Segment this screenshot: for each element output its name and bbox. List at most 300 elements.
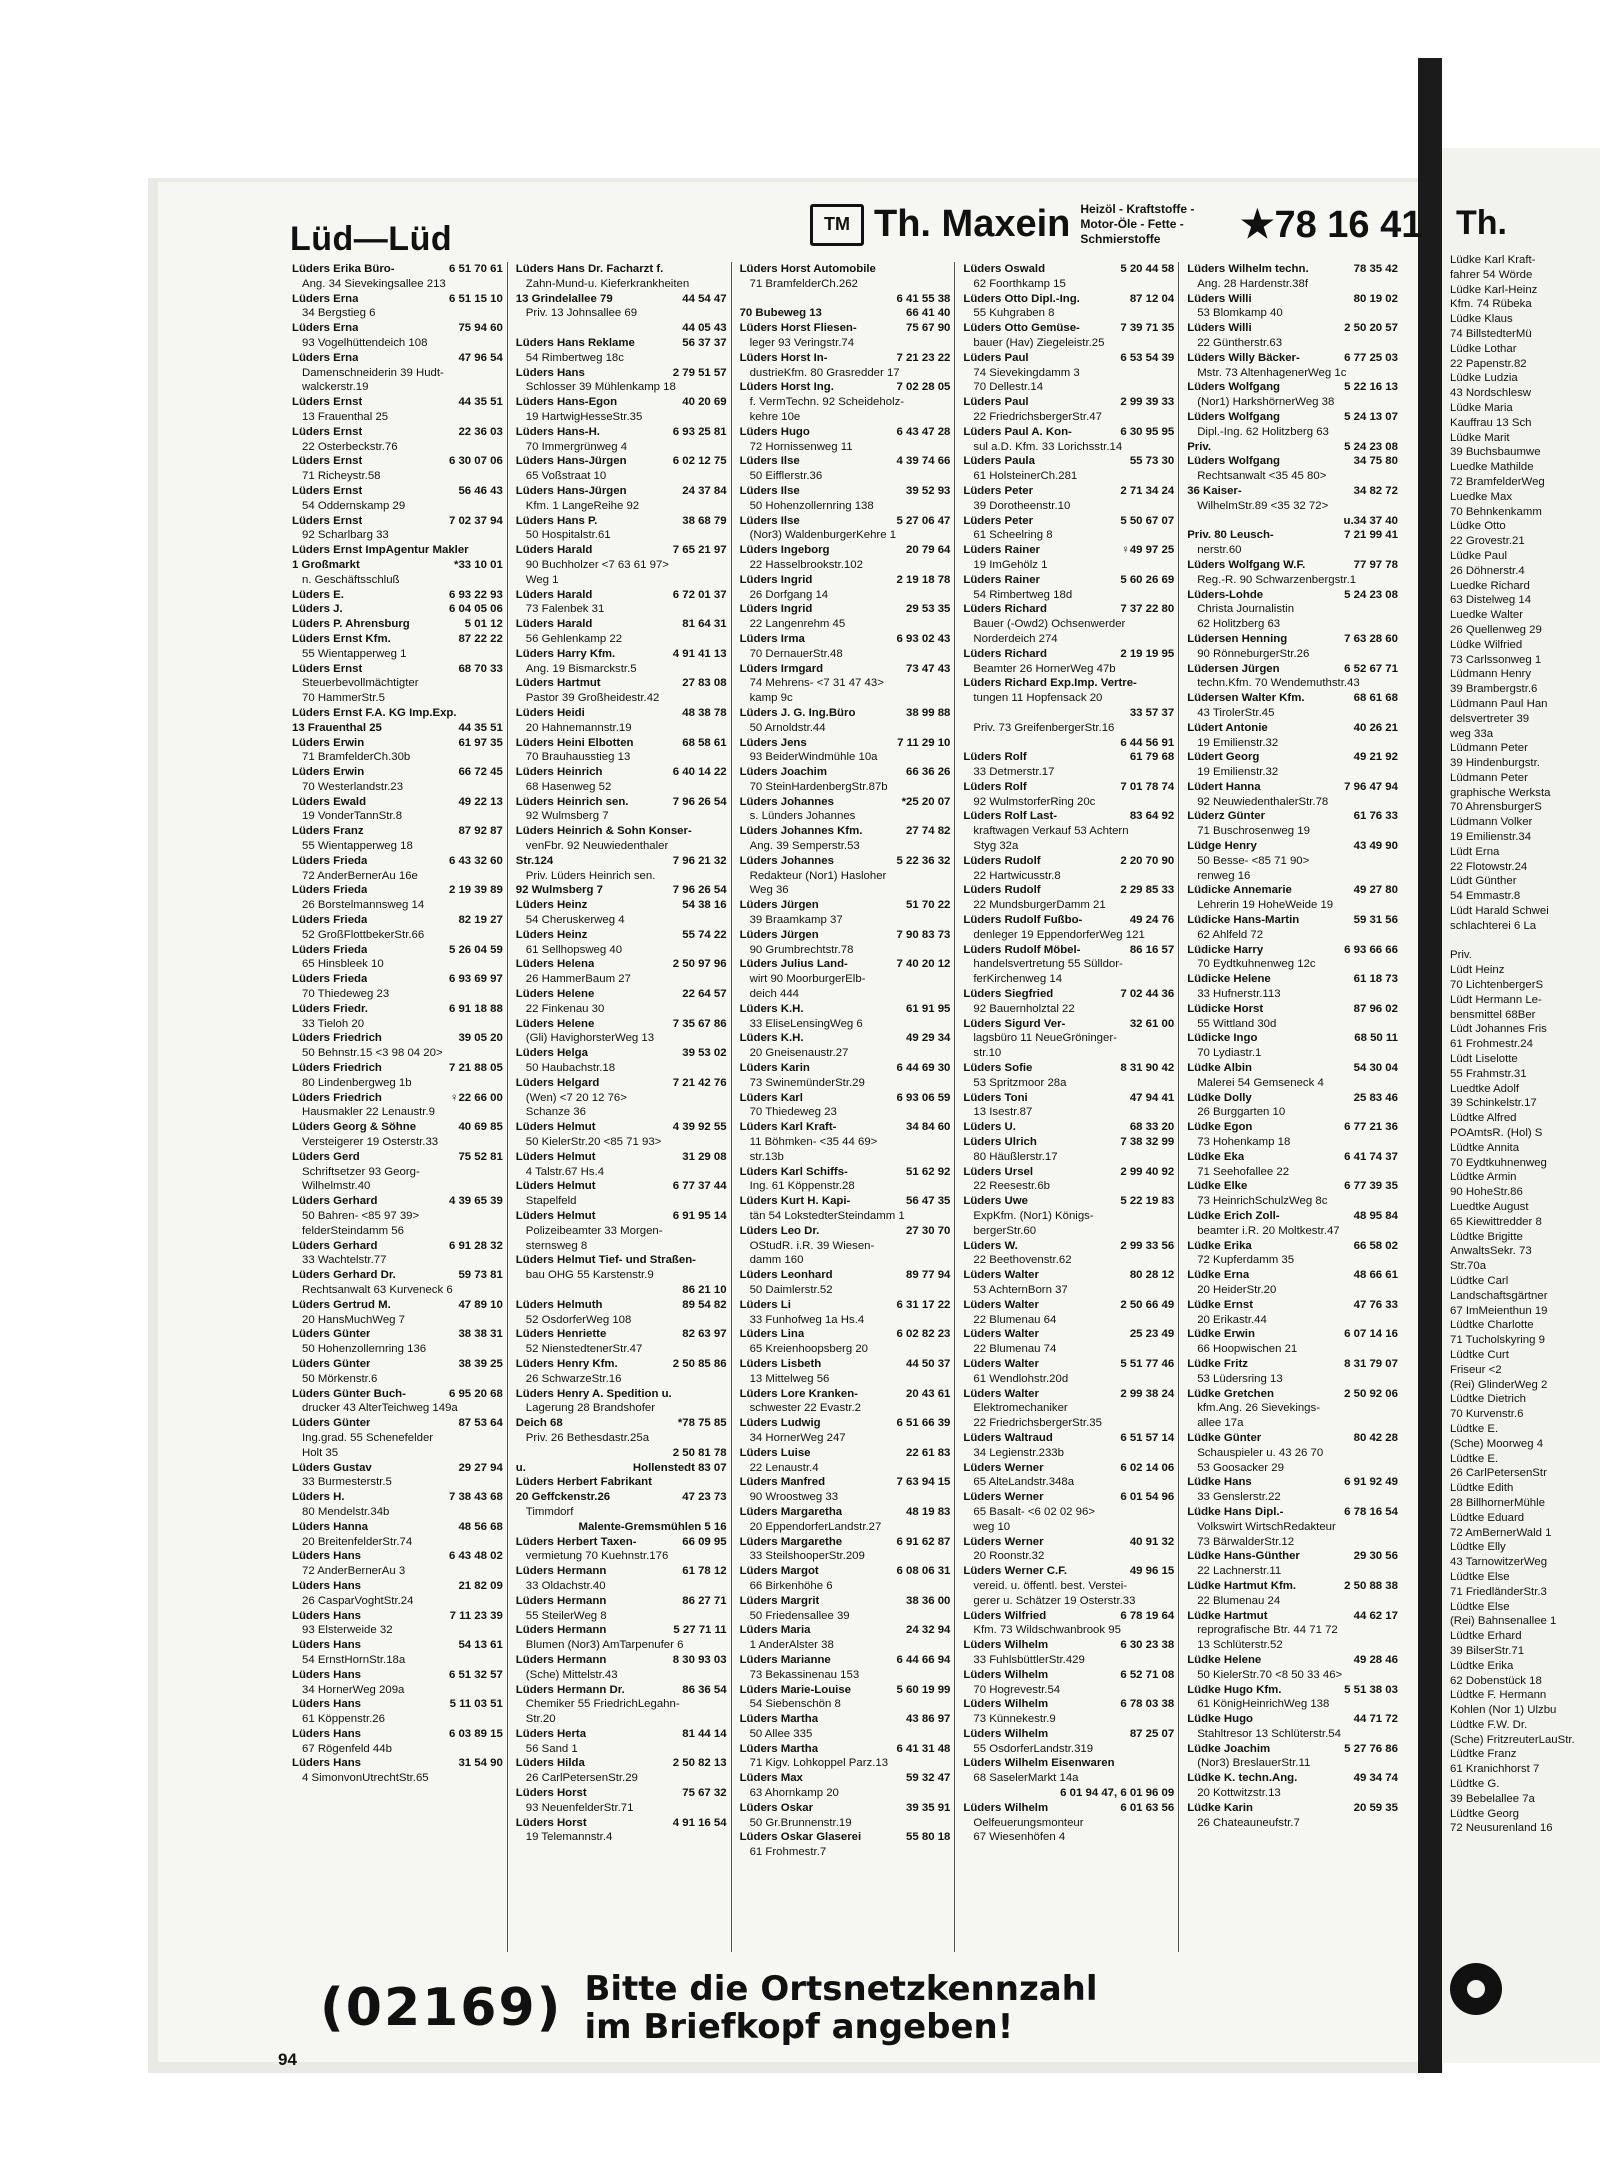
listing-address: beamter i.R. 20 Moltkestr.47 — [1197, 1224, 1340, 1237]
listing-address: Pastor 39 Großheidestr.42 — [525, 692, 660, 705]
listing-phone: 2 19 39 89 — [448, 884, 503, 897]
next-page-line: Lüdmann Peter — [1450, 742, 1528, 755]
listing-name: Lüders Waltraud — [963, 1431, 1053, 1444]
listing-name: Lüders Hans-Jürgen — [515, 455, 627, 468]
listing-entry — [740, 1120, 951, 1135]
listing-address: 22 Reesestr.6b — [973, 1180, 1051, 1193]
listing-address: 71 BramfelderCh.30b — [302, 751, 411, 764]
listing-name: Lüders Hermann — [515, 1653, 607, 1666]
listing-address: 39 Braamkamp 37 — [749, 914, 843, 927]
next-page-line: Lüdtke G. — [1450, 1778, 1500, 1791]
listing-entry — [516, 1623, 727, 1638]
listing-address: 54 Rimbertweg 18d — [973, 588, 1073, 601]
listing-address: sternsweg 8 — [525, 1239, 588, 1252]
listing-address: Styg 32a — [973, 840, 1019, 853]
listing-name: Lüders Kurt H. Kapi- — [739, 1195, 851, 1208]
next-page-line: 61 Kranichhorst 7 — [1450, 1763, 1540, 1776]
listing-address: 61 Sellhopsweg 40 — [525, 943, 623, 956]
listing-address: felderSteindamm 56 — [302, 1224, 404, 1237]
listing-phone: 59 73 81 — [458, 1269, 503, 1282]
listing-address: (Gli) HavighorsterWeg 13 — [525, 1032, 655, 1045]
listing-entry — [963, 1786, 1174, 1801]
listing-address: (Nor1) HarkshörnerWeg 38 — [1197, 396, 1335, 409]
next-page-line: 67 ImMeienthun 19 — [1450, 1304, 1548, 1317]
listing-name: Lüders Ilse — [739, 484, 800, 497]
listing-phone: 31 54 90 — [458, 1757, 503, 1770]
listing-phone: 54 13 61 — [458, 1639, 503, 1652]
listing-name: Lüders Heinrich & Sohn Konser- — [515, 825, 692, 838]
listing-phone: 7 39 71 35 — [1120, 322, 1175, 335]
listing-entry — [740, 1224, 951, 1239]
listing-phone: 6 52 71 08 — [1120, 1668, 1175, 1681]
next-page-line: 70 LichtenbergerS — [1450, 979, 1544, 992]
listing-name: Lüdert Hanna — [1187, 780, 1261, 793]
next-page-line: Lüdt Harald Schwei — [1450, 905, 1549, 918]
listing-address: 53 Spritzmoor 28a — [973, 1076, 1067, 1089]
listing-address: 71 Richeystr.58 — [302, 470, 381, 483]
listing-entry — [516, 647, 727, 662]
next-page-line: Lüdtke F. Hermann — [1450, 1689, 1547, 1702]
listing-name: Lüders Ernst — [292, 425, 363, 438]
listing-name: Lüders Frieda — [292, 973, 368, 986]
listing-name: Lüdke Egon — [1187, 1121, 1253, 1134]
next-page-line: Lüdtke E. — [1450, 1422, 1499, 1435]
listing-name: Lüders Helene — [515, 1017, 595, 1030]
listing-address: 92 WulmstorferRing 20c — [973, 795, 1096, 808]
listing-entry — [740, 1002, 951, 1017]
listing-phone: 38 99 88 — [906, 706, 951, 719]
listing-address: 22 Langenrehm 45 — [749, 618, 846, 631]
listing-phone: 7 63 94 15 — [896, 1476, 951, 1489]
listing-entry — [740, 795, 951, 810]
listing-name: Lüders Leo Dr. — [739, 1224, 820, 1237]
listing-entry — [740, 1194, 951, 1209]
listing-name: Lüders Wilfried — [963, 1609, 1047, 1622]
next-page-line: (Sche) FritzreuterLauStr. — [1450, 1733, 1575, 1746]
listing-address: Norderdeich 274 — [973, 632, 1058, 645]
next-page-line: Lüdtke Else — [1450, 1570, 1510, 1583]
listing-name: Lüders Frieda — [292, 943, 368, 956]
listing-address: Chemiker 55 FriedrichLegahn- — [525, 1698, 680, 1711]
next-page-line: 72 Neusurenland 16 — [1450, 1822, 1553, 1835]
listing-address: Damenschneiderin 39 Hudt- — [302, 366, 444, 379]
listing-address: Priv. 13 Johnsallee 69 — [525, 307, 638, 320]
listing-address: 19 HartwigHesseStr.35 — [525, 410, 643, 423]
listing-name: Lüders Karin — [739, 1062, 810, 1075]
listing-phone: 34 82 72 — [1353, 484, 1398, 497]
next-page-line: (Sche) Moorweg 4 — [1450, 1437, 1544, 1450]
listing-phone: 6 77 37 44 — [672, 1180, 727, 1193]
next-page-line: Landschaftsgärtner — [1450, 1289, 1548, 1302]
listing-name: Lüders Hans — [515, 366, 585, 379]
next-page-line: 39 Bebelallee 7a — [1450, 1792, 1535, 1805]
next-page-line: Lüdmann Paul Han — [1450, 697, 1548, 710]
listing-name: 13 Grindelallee 79 — [515, 292, 613, 305]
listing-entry — [963, 1387, 1174, 1402]
listing-entry — [963, 292, 1174, 307]
listing-entry — [516, 1564, 727, 1579]
listing-entry — [292, 484, 503, 499]
listing-entry — [963, 1609, 1174, 1624]
listing-name: Lüders Walter — [963, 1357, 1039, 1370]
listing-entry — [292, 1120, 503, 1135]
listing-name: Lüders Gustav — [292, 1461, 372, 1474]
listing-address: walckerstr.19 — [302, 381, 369, 394]
listing-entry — [516, 987, 727, 1002]
listing-address: 50 Mörkenstr.6 — [302, 1372, 378, 1385]
listing-name: Lüdicke Helene — [1187, 973, 1271, 986]
listing-address: 68 Hasenweg 52 — [525, 780, 612, 793]
listing-name: Lüdicke Harry — [1187, 943, 1264, 956]
listing-entry — [963, 1668, 1174, 1683]
listing-address: techn.Kfm. 70 Wendemuthstr.43 — [1197, 677, 1360, 690]
listing-address: 53 Lüdersring 13 — [1197, 1372, 1283, 1385]
listing-entry — [963, 1239, 1174, 1254]
listing-name: Lüders Hans — [292, 1639, 361, 1652]
listing-phone: 6 93 22 93 — [448, 588, 503, 601]
listing-phone: 33 57 37 — [1129, 706, 1175, 719]
listing-name: Lüders Lisbeth — [739, 1357, 822, 1370]
listing-phone: 51 70 22 — [906, 899, 951, 912]
brand-logo-icon: TM — [810, 204, 864, 246]
listing-entry — [963, 1357, 1174, 1372]
listing-name: Lüders Horst — [515, 1816, 587, 1829]
listing-name: Lüders Erwin — [292, 766, 365, 779]
listing-address: damm 160 — [749, 1254, 804, 1267]
listing-name: Lüders Helmut — [515, 1210, 596, 1222]
next-page-line: Lüdt Günther — [1450, 875, 1517, 888]
listing-name: Lüders Wolfgang — [1187, 381, 1280, 394]
listing-entry — [292, 854, 503, 869]
listing-phone: 44 35 51 — [458, 396, 503, 409]
listing-address: 54 Rimbertweg 18c — [525, 351, 624, 364]
listing-name: Lüders Wilhelm — [963, 1698, 1049, 1711]
listing-phone: 73 47 43 — [906, 662, 951, 675]
next-page-line: 70 AhrensburgerS — [1450, 801, 1542, 814]
listing-phone: 51 62 92 — [906, 1165, 951, 1178]
listing-name: Lüders Erna — [292, 292, 359, 305]
listing-address: Beamter 26 HornerWeg 47b — [973, 662, 1116, 675]
listing-entry — [516, 706, 727, 721]
listing-entry — [963, 1091, 1174, 1106]
listing-phone: 6 02 82 23 — [896, 1328, 951, 1341]
listing-phone: 6 53 54 39 — [1120, 351, 1175, 364]
listing-phone: 47 76 33 — [1353, 1298, 1398, 1311]
listing-phone: 6 44 69 30 — [896, 1062, 951, 1075]
listing-name: Lüders Ernst — [292, 396, 363, 409]
next-page-line: 26 Döhnerstr.4 — [1450, 564, 1525, 577]
listing-entry — [963, 676, 1174, 691]
listing-name: Lüders Gerhard — [292, 1239, 378, 1252]
listing-address: Ing.grad. 55 Schenefelder — [302, 1431, 434, 1444]
listing-name: Lüdke Albin — [1187, 1062, 1252, 1075]
next-page-listing — [1442, 253, 1600, 1836]
listing-name: Lüders Rainer — [963, 544, 1040, 557]
listing-name: 92 Wulmsberg 7 — [515, 884, 603, 897]
listing-address: 33 SteilshooperStr.209 — [749, 1550, 865, 1563]
listing-name: Lüders Hugo — [739, 425, 810, 438]
listing-address: 70 SteinHardenbergStr.87b — [749, 780, 888, 793]
listing-phone: 89 54 82 — [682, 1298, 727, 1311]
next-page-line: Lüdke Ludzia — [1450, 372, 1518, 385]
next-page-line: 39 Buchsbaumwe — [1450, 446, 1541, 459]
listing-address: 33 Detmerstr.17 — [973, 766, 1055, 779]
listing-name: Lüdersen Walter Kfm. — [1187, 692, 1305, 705]
listing-name: Lüders Harry Kfm. — [515, 647, 616, 660]
listing-phone: 22 61 83 — [906, 1446, 951, 1459]
listing-name: Lüders Lore Kranken- — [739, 1387, 858, 1400]
listing-entry — [740, 543, 951, 558]
listing-name: Lüders Richard — [963, 647, 1047, 660]
listing-entry — [740, 1416, 951, 1431]
listing-phone: 38 39 25 — [458, 1357, 503, 1370]
listing-entry — [1187, 1061, 1398, 1076]
listing-address: 33 FuhlsbüttlerStr.429 — [973, 1653, 1085, 1666]
listing-name: Lüders Jürgen — [739, 928, 819, 941]
listing-entry — [516, 425, 727, 440]
listing-name: Lüders Rudolf Möbel- — [963, 943, 1081, 956]
listing-entry — [1187, 1150, 1398, 1165]
listing-entry — [516, 1357, 727, 1372]
listing-address: handelsvertretung 55 Sülldor- — [973, 958, 1123, 971]
listing-phone: 2 50 92 06 — [1344, 1387, 1398, 1400]
listing-name: Lüders Maria — [739, 1624, 811, 1637]
listing-name: Lüders Margrit — [739, 1594, 820, 1607]
listing-address: 54 Siebenschön 8 — [749, 1698, 841, 1711]
listing-phone: 5 22 19 83 — [1120, 1195, 1175, 1208]
listing-address: Reg.-R. 90 Schwarzenbergstr.1 — [1197, 573, 1357, 586]
listing-phone: ♀49 97 25 — [1121, 544, 1175, 557]
listing-name: Lüders Helena — [515, 958, 595, 971]
listing-phone: 7 02 37 94 — [448, 514, 503, 527]
listing-phone: 7 37 22 80 — [1120, 603, 1175, 616]
next-page-line: Lüdtke Erika — [1450, 1659, 1514, 1672]
listing-name: Lüdicke Horst — [1187, 1002, 1264, 1015]
next-page-line: AnwaltsSekr. 73 — [1450, 1245, 1532, 1258]
listing-address: 26 Dorfgang 14 — [749, 588, 829, 601]
listing-phone: 5 01 12 — [464, 618, 503, 631]
listing-address: 73 Hohenkamp 18 — [1197, 1136, 1291, 1149]
listing-name: Lüdke K. techn.Ang. — [1187, 1772, 1298, 1785]
listing-name: Lüdge Henry — [1187, 840, 1257, 853]
listing-name: Lüdke Hans — [1187, 1476, 1252, 1489]
listing-name: Lüders Oskar — [739, 1801, 814, 1814]
listing-phone: 6 40 14 22 — [672, 766, 727, 779]
listing-address: Priv. Lüders Heinrich sen. — [525, 869, 656, 882]
listing-name: Lüders Helmut Tief- und Straßen- — [515, 1254, 696, 1267]
listing-phone: 55 73 30 — [1129, 455, 1175, 468]
listing-column-2 — [516, 262, 732, 1952]
listing-phone: 6 91 95 14 — [672, 1210, 727, 1222]
listing-address: 22 Hasselbrookstr.102 — [749, 558, 863, 571]
listing-name: Lüders Ingrid — [739, 573, 813, 586]
listing-entry — [1187, 1298, 1398, 1313]
listing-entry — [740, 1446, 951, 1461]
listing-address: 22 Blumenau 74 — [973, 1343, 1057, 1356]
listing-entry — [963, 1327, 1174, 1342]
listing-phone: 66 09 95 — [682, 1535, 727, 1548]
listing-entry — [740, 1475, 951, 1490]
listing-address: 90 RönneburgerStr.26 — [1197, 647, 1310, 660]
next-page-line: Lüdtke Edith — [1450, 1482, 1514, 1495]
next-page-line: Lüdtke F.W. Dr. — [1450, 1718, 1528, 1731]
listing-address: 56 Sand 1 — [525, 1742, 578, 1755]
listing-phone: 6 03 89 15 — [448, 1727, 503, 1740]
listing-address: Schriftsetzer 93 Georg- — [302, 1165, 420, 1178]
listing-entry — [963, 1135, 1174, 1150]
listing-name: Lüders Paula — [963, 455, 1035, 468]
listing-address: 50 Behnstr.15 <3 98 04 20> — [302, 1047, 443, 1060]
listing-name: Lüders Helmut — [515, 1121, 596, 1134]
ad-line-2: im Briefkopf angeben! — [584, 2007, 1014, 2047]
listing-address: 50 Gr.Brunnenstr.19 — [749, 1816, 852, 1829]
listing-phone: 44 54 47 — [682, 292, 727, 305]
listing-address: 26 SchwarzeStr.16 — [525, 1372, 622, 1385]
listing-entry — [740, 292, 951, 307]
listing-address: 93 Elsterweide 32 — [302, 1624, 393, 1637]
listing-entry — [516, 1653, 727, 1668]
listing-address: 20 Kottwitzstr.13 — [1197, 1787, 1281, 1800]
listing-entry — [516, 1209, 727, 1224]
listing-entry — [516, 1298, 727, 1313]
listing-address: 39 Dorotheenstr.10 — [973, 499, 1071, 512]
listing-entry — [740, 1268, 951, 1283]
listing-phone: 27 74 82 — [906, 825, 951, 838]
listing-name: Lüders Hans Dr. Facharzt f. — [515, 263, 664, 275]
listing-address: Weg 1 — [525, 573, 559, 586]
listing-phone: 49 22 13 — [458, 795, 503, 808]
listing-entry — [740, 1298, 951, 1313]
listing-entry — [740, 321, 951, 336]
listing-name: Lüders U. — [963, 1121, 1016, 1134]
listing-entry — [516, 1475, 727, 1490]
listing-phone: 6 51 32 57 — [448, 1668, 503, 1681]
listing-name: Lüders Hanna — [292, 1520, 368, 1533]
listing-phone: 68 70 33 — [458, 662, 503, 675]
listing-phone: 2 50 82 13 — [672, 1757, 727, 1770]
listing-name: Lüders Julius Land- — [739, 958, 848, 971]
listing-name: Lüders E. — [292, 588, 344, 601]
listing-name: Lüders Hartmut — [515, 677, 601, 690]
area-code: (02169) — [320, 1978, 563, 2038]
next-page-line: Kauffrau 13 Sch — [1450, 416, 1532, 429]
next-page-line: Lüdtke Annita — [1450, 1141, 1520, 1154]
listing-address: 22 Lenaustr.4 — [749, 1461, 819, 1474]
listing-address: str.13b — [749, 1150, 784, 1163]
listing-name: Lüders Ernst F.A. KG Imp.Exp. — [292, 706, 457, 719]
listing-address: 52 OsdorferWeg 108 — [525, 1313, 632, 1326]
listing-entry — [740, 1830, 951, 1845]
listing-address: 33 Oldachstr.40 — [525, 1579, 606, 1592]
listing-address: s. Lünders Johannes — [749, 810, 856, 823]
listing-entry — [516, 1283, 727, 1298]
listing-name: Lüdicke Ingo — [1187, 1032, 1258, 1045]
listing-entry — [740, 1771, 951, 1786]
listing-entry — [516, 928, 727, 943]
listing-name: Lüders Ursel — [963, 1165, 1034, 1178]
listing-address: 54 ErnstHornStr.18a — [302, 1653, 406, 1666]
listing-entry — [963, 809, 1174, 824]
listing-address: 33 EliseLensingWeg 6 — [749, 1017, 863, 1030]
listing-phone: 5 50 67 07 — [1120, 514, 1175, 527]
listing-phone: 6 52 67 71 — [1344, 662, 1398, 675]
listing-phone: 89 77 94 — [906, 1269, 951, 1282]
listing-phone: 54 38 16 — [682, 899, 727, 912]
listing-phone: 29 27 94 — [458, 1461, 503, 1474]
listing-address: Ang. 34 Sievekingsallee 213 — [302, 277, 446, 290]
listing-entry — [1187, 1683, 1398, 1698]
listing-entry — [516, 1179, 727, 1194]
listing-entry — [1187, 750, 1398, 765]
listing-address: Steuerbevollmächtigter — [302, 677, 419, 690]
listing-address: 50 Bahren- <85 97 39> — [302, 1210, 420, 1222]
listing-entry — [963, 1727, 1174, 1742]
listing-entry — [740, 736, 951, 751]
listing-name: Lüders Franz — [292, 825, 364, 838]
listing-phone: 2 79 51 57 — [672, 366, 727, 379]
listing-address: 66 Birkenhöhe 6 — [749, 1579, 833, 1592]
listing-address: vereid. u. öffentl. best. Verstei- — [973, 1579, 1128, 1592]
listing-entry — [963, 706, 1174, 721]
listing-phone: 6 78 03 38 — [1120, 1698, 1175, 1711]
listing-phone: 24 37 84 — [682, 484, 727, 497]
listing-address: 50 Haubachstr.18 — [525, 1062, 616, 1075]
listing-phone: 2 50 81 78 — [672, 1446, 727, 1459]
listing-name: Lüders Rudolf Fußbo- — [963, 914, 1083, 927]
listing-entry — [740, 928, 951, 943]
listing-phone: 4 39 65 39 — [448, 1195, 503, 1208]
listing-address: 19 Telemannstr.4 — [525, 1831, 613, 1844]
listing-entry — [963, 1120, 1174, 1135]
listing-name: Lüders Hans — [292, 1698, 361, 1711]
listing-address: 55 Kuhgraben 8 — [973, 307, 1055, 320]
listing-name: Lüders Ulrich — [963, 1136, 1037, 1149]
listing-entry — [292, 736, 503, 751]
listing-name: Lüders Ilse — [739, 455, 800, 468]
listing-address: 22 MundsburgerDamm 21 — [973, 899, 1106, 912]
listing-phone: 6 02 14 06 — [1120, 1461, 1175, 1474]
listing-name: Lüders Max — [739, 1772, 803, 1785]
next-page-line: Lüdtke Curt — [1450, 1348, 1509, 1361]
listing-name: Lüdke Dolly — [1187, 1091, 1252, 1104]
next-page-line: Lüdmann Henry — [1450, 668, 1532, 681]
listing-address: bauer (Hav) Ziegeleistr.25 — [973, 336, 1105, 349]
listing-phone: 5 27 71 11 — [673, 1624, 727, 1637]
listing-phone: 80 19 02 — [1353, 292, 1398, 305]
next-page-line: graphische Werksta — [1450, 786, 1551, 799]
listing-phone: 5 11 03 51 — [449, 1698, 503, 1711]
listing-phone: 68 50 11 — [1354, 1032, 1398, 1045]
listing-name: Lüders Wilhelm — [963, 1668, 1049, 1681]
listing-phone: 5 22 36 32 — [896, 854, 951, 867]
listing-name: Lüdke Hugo — [1187, 1713, 1253, 1726]
listing-phone: 61 79 68 — [1129, 751, 1175, 764]
listing-phone: 87 22 22 — [458, 632, 503, 645]
listing-address: Oelfeuerungsmonteur — [973, 1816, 1084, 1829]
listing-name: Lüders Helga — [515, 1047, 588, 1060]
listing-entry — [292, 1357, 503, 1372]
listing-phone: 6 78 16 54 — [1344, 1505, 1398, 1518]
listing-address: 62 Holitzberg 63 — [1197, 618, 1281, 631]
listing-entry — [516, 1727, 727, 1742]
listing-address: 71 BramfelderCh.262 — [749, 277, 858, 290]
listing-entry — [516, 1520, 727, 1535]
listing-entry — [1187, 440, 1398, 455]
listing-entry — [740, 957, 951, 972]
next-page-line: 62 Dobenstück 18 — [1450, 1674, 1542, 1687]
listing-entry — [740, 1031, 951, 1046]
listing-phone: 6 93 25 81 — [672, 425, 727, 438]
